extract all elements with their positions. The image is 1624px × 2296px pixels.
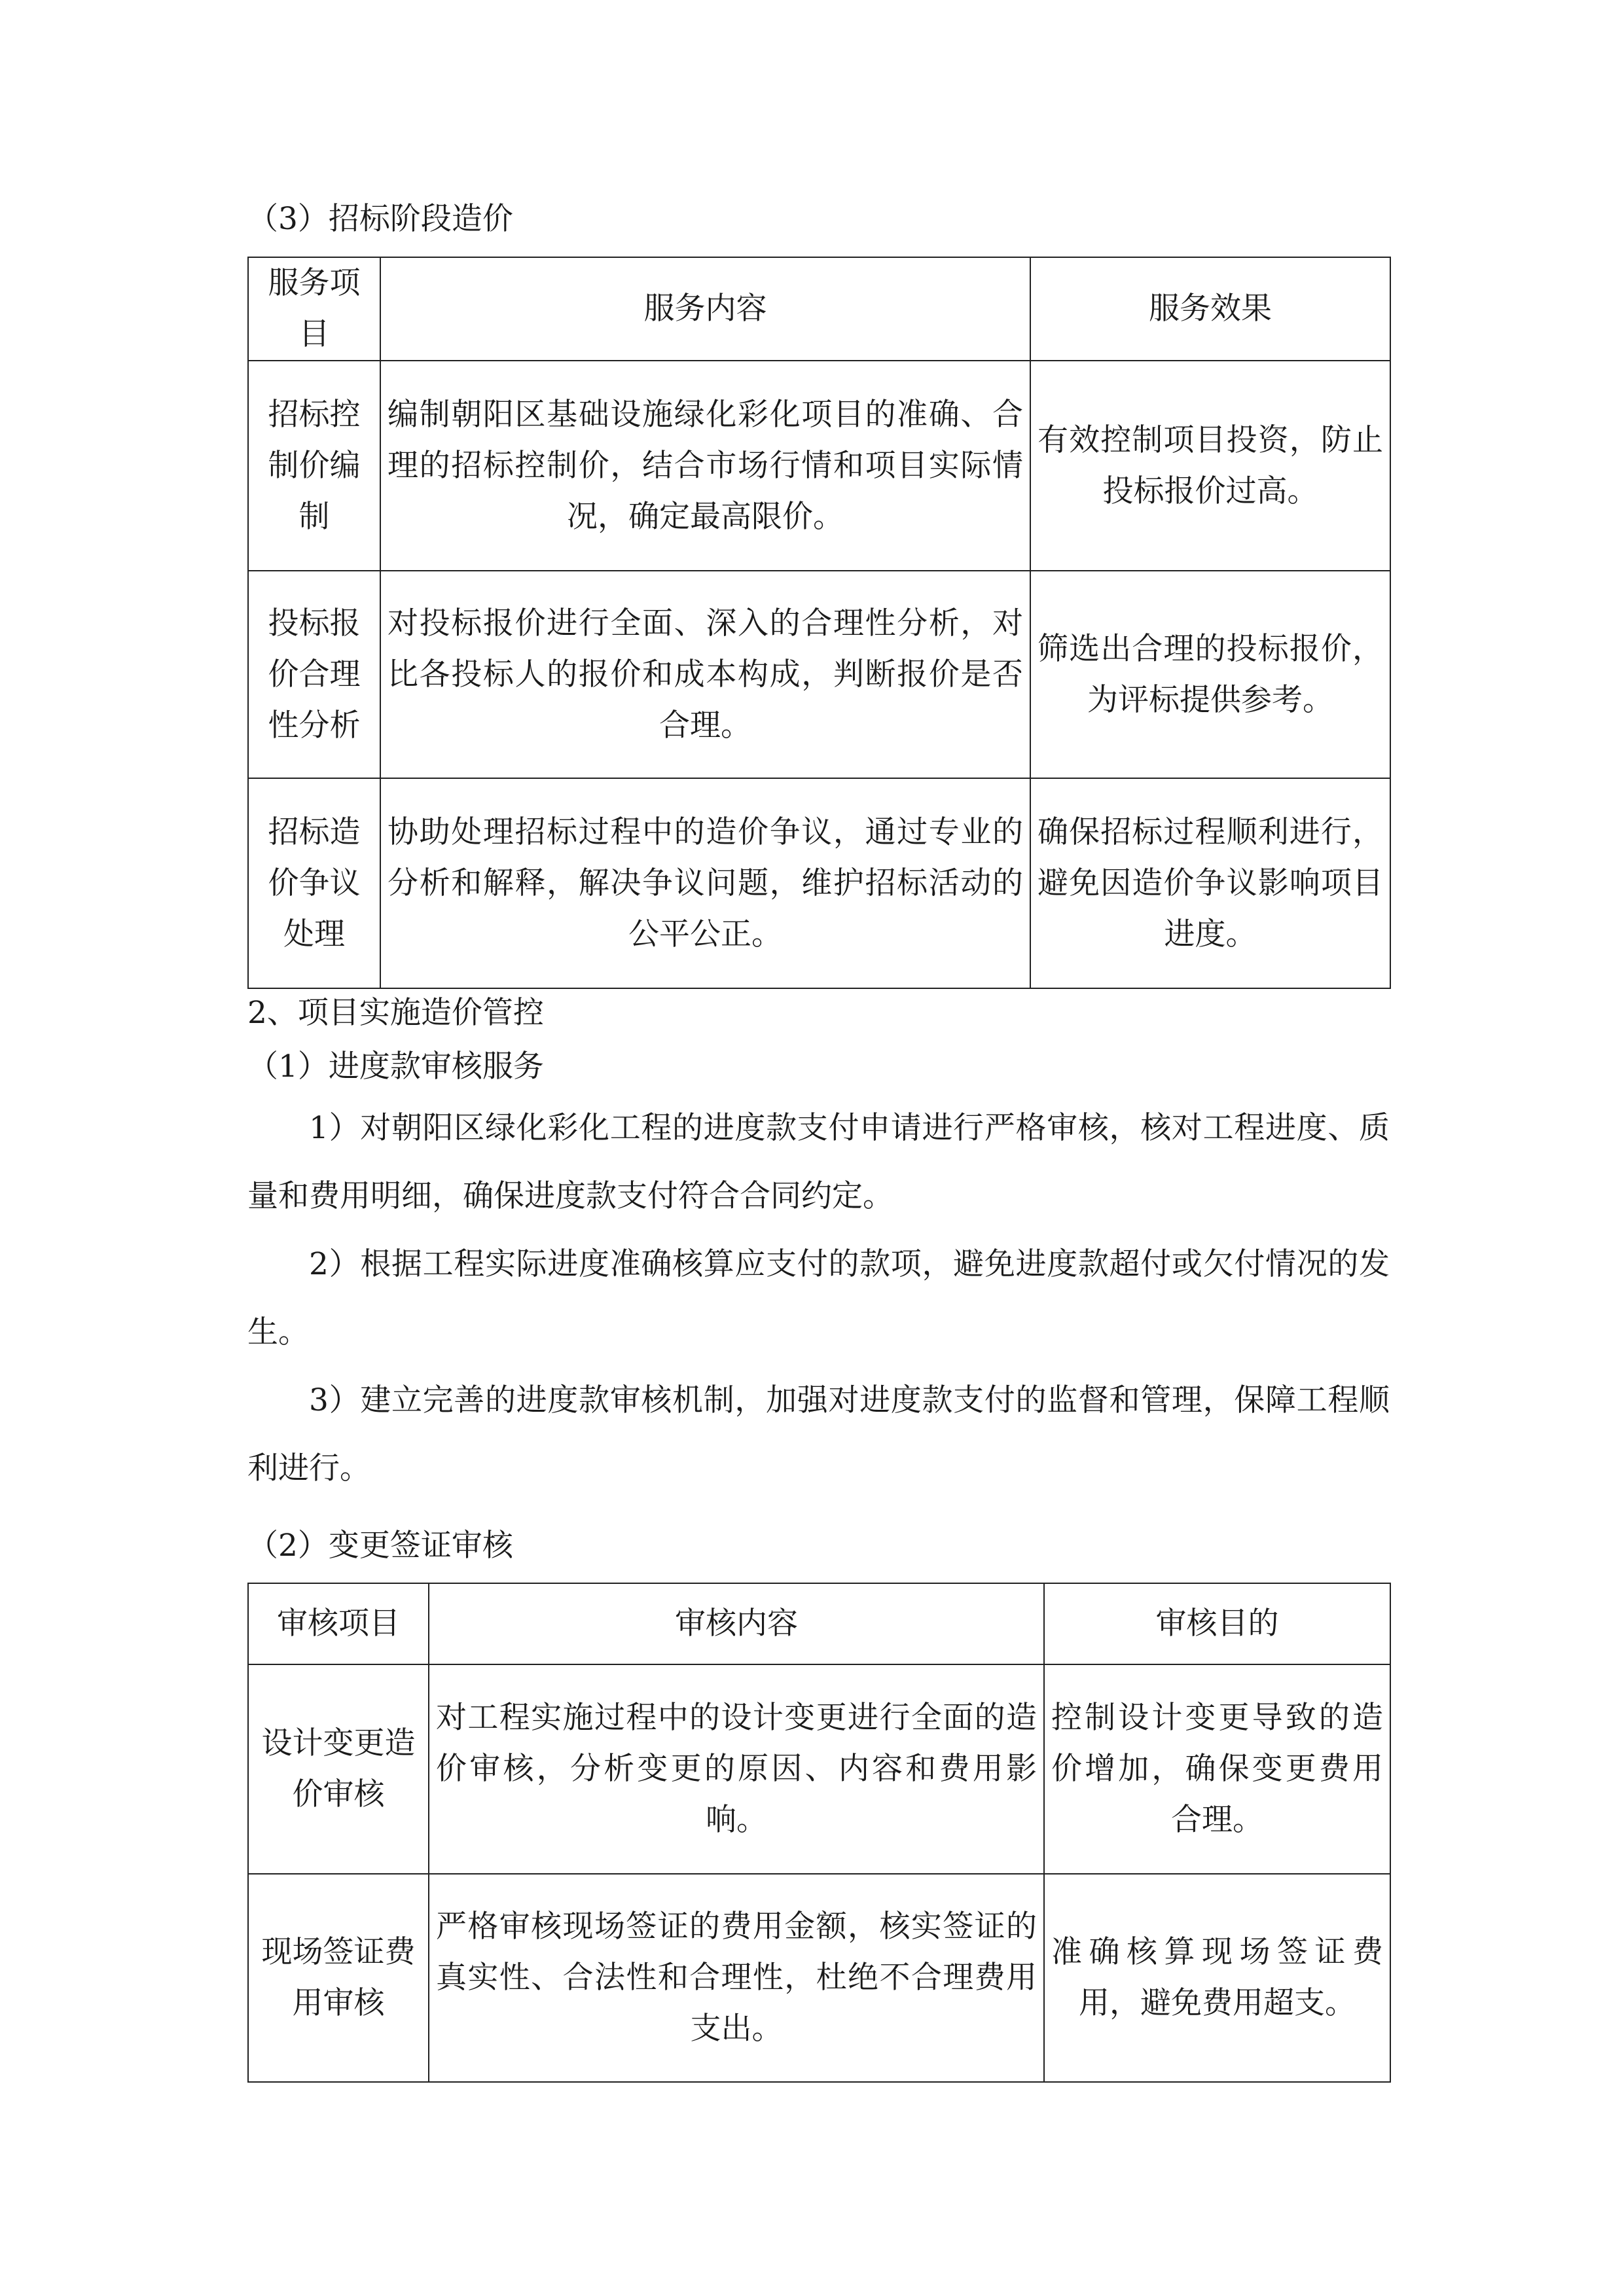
row-effect-cell: 准确核算现场签证费用，避免费用超支。 xyxy=(1044,1874,1390,2082)
table-header-cell: 审核目的 xyxy=(1044,1583,1390,1664)
row-content-cell: 协助处理招标过程中的造价争议，通过专业的分析和解释，解决争议问题，维护招标活动的公平公正。 xyxy=(380,778,1030,988)
subsection-2-heading: （2）变更签证审核 xyxy=(247,1528,513,1564)
table-row xyxy=(248,1664,1390,1874)
row-item-cell: 投标报价合理性分析 xyxy=(248,571,380,778)
table-row xyxy=(248,571,1390,778)
paragraph xyxy=(247,1230,1390,1367)
paragraph-text: 1）对朝阳区绿化彩化工程的进度款支付申请进行严格审核，核对工程进度、质量和费用明细，确保进度款支付符合合同约定。 xyxy=(247,1110,1390,1214)
paragraph-text: 3）建立完善的进度款审核机制，加强对进度款支付的监督和管理，保障工程顺利进行。 xyxy=(247,1382,1390,1486)
section-3-heading: （3）招标阶段造价 xyxy=(247,201,513,237)
paragraph xyxy=(247,1367,1390,1503)
subsection-1-heading: （1）进度款审核服务 xyxy=(247,1049,544,1085)
row-item-cell: 现场签证费用审核 xyxy=(248,1874,429,2082)
row-content-cell: 对投标报价进行全面、深入的合理性分析，对比各投标人的报价和成本构成，判断报价是否合理。 xyxy=(380,571,1030,778)
row-effect-cell: 筛选出合理的投标报价，为评标提供参考。 xyxy=(1030,571,1390,778)
paragraph-text: 2）根据工程实际进度准确核算应支付的款项，避免进度款超付或欠付情况的发生。 xyxy=(247,1246,1390,1350)
row-content-cell: 对工程实施过程中的设计变更进行全面的造价审核，分析变更的原因、内容和费用影响。 xyxy=(429,1664,1044,1874)
row-item-cell: 招标造价争议处理 xyxy=(248,778,380,988)
table-change-visa-audit xyxy=(247,1583,1391,2083)
row-item-cell: 设计变更造价审核 xyxy=(248,1664,429,1874)
row-effect-cell: 控制设计变更导致的造价增加，确保变更费用合理。 xyxy=(1044,1664,1390,1874)
table-bidding-cost xyxy=(247,257,1391,989)
table-header-row xyxy=(248,257,1390,361)
table-row xyxy=(248,778,1390,988)
table-row xyxy=(248,1874,1390,2082)
row-content-cell: 严格审核现场签证的费用金额，核实签证的真实性、合法性和合理性，杜绝不合理费用支出。 xyxy=(429,1874,1044,2082)
table-header-cell: 服务项目 xyxy=(248,257,380,361)
row-effect-cell: 确保招标过程顺利进行，避免因造价争议影响项目进度。 xyxy=(1030,778,1390,988)
table-header-cell: 服务效果 xyxy=(1030,257,1390,361)
table-header-cell: 审核项目 xyxy=(248,1583,429,1664)
row-effect-cell: 有效控制项目投资，防止投标报价过高。 xyxy=(1030,361,1390,571)
table-header-cell: 服务内容 xyxy=(380,257,1030,361)
table-row xyxy=(248,361,1390,571)
row-content-cell: 编制朝阳区基础设施绿化彩化项目的准确、合理的招标控制价，结合市场行情和项目实际情况，确定最高限价。 xyxy=(380,361,1030,571)
section-2-heading: 2、项目实施造价管控 xyxy=(247,995,544,1031)
table-header-cell: 审核内容 xyxy=(429,1583,1044,1664)
paragraph xyxy=(247,1094,1390,1230)
table-header-row xyxy=(248,1583,1390,1664)
row-item-cell: 招标控制价编制 xyxy=(248,361,380,571)
